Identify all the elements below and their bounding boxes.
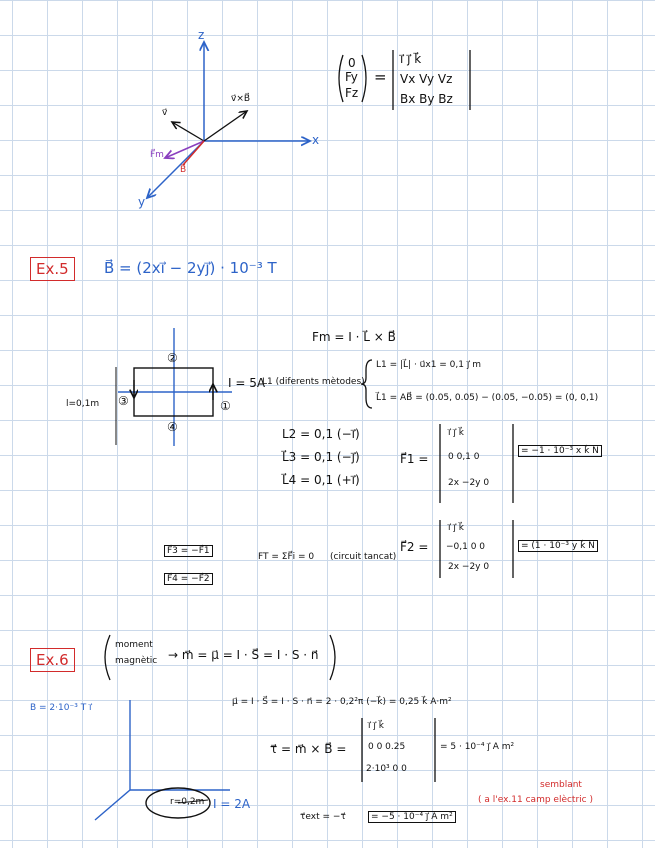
b-vector <box>183 141 204 165</box>
f2-row2: −0,1 0 0 <box>446 542 486 552</box>
f1-lhs: F⃗1 = <box>400 452 429 466</box>
moment-equation: → m⃗ = μ⃗ = I · S⃗ = I · S · n⃗ <box>168 648 319 662</box>
tau-ext-result: = −5 · 10⁻⁴ j⃗ A m² <box>368 811 456 823</box>
ex5-field: B⃗ = (2xi⃗ − 2yj⃗) · 10⁻³ T <box>104 259 277 277</box>
ex5-l1-b: L⃗1 = AB⃗ = (0.05, 0.05) − (0.05, −0.05) = (0, 0,1) <box>376 393 599 403</box>
vxb-vector <box>204 111 247 141</box>
f2-lhs: F⃗2 = <box>400 540 429 554</box>
lhs-paren-r <box>362 55 366 102</box>
fm-label: F⃗m <box>150 150 164 160</box>
ft-sum: FT = ΣF⃗i = 0 <box>258 552 315 562</box>
ex5-l3: L⃗3 = 0,1 (−j⃗) <box>282 450 360 464</box>
b-label: B⃗ <box>180 165 187 175</box>
moment-word-b: magnètic <box>115 656 158 666</box>
f2-row3: 2x −2y 0 <box>448 562 490 572</box>
ex5-current: I = 5A <box>228 376 266 390</box>
loop-radius-label: r=0,2m <box>170 797 205 807</box>
f3-boxed: F⃗3 = −F⃗1 <box>164 545 213 557</box>
v-label: v⃗ <box>162 108 168 118</box>
lhs-paren <box>339 55 343 102</box>
det-row2: Vx Vy Vz <box>400 72 453 86</box>
y-axis-label: y <box>138 195 146 209</box>
ex5-side-length: l=0,1m <box>66 399 100 409</box>
tau-row2: 0 0 0.25 <box>368 742 406 752</box>
ex6-current: I = 2A <box>213 797 251 811</box>
tau-row3: 2·10³ 0 0 <box>366 764 407 774</box>
f1-row1: i⃗ j⃗ k⃗ <box>448 428 464 438</box>
f4-boxed: F⃗4 = −F⃗2 <box>164 573 213 585</box>
tau-row1: i⃗ j⃗ k⃗ <box>368 721 384 731</box>
ex6-axis-y <box>95 790 130 820</box>
f1-row2: 0 0,1 0 <box>448 452 480 462</box>
ex5-label: Ex.5 <box>30 257 75 281</box>
note-similar: semblant <box>540 780 582 790</box>
tau-lhs: τ⃗ = m⃗ × B⃗ = <box>270 742 347 756</box>
cross-eq: = <box>374 68 387 86</box>
side-2: ② <box>167 351 178 365</box>
ex5-l4: L⃗4 = 0,1 (+i⃗) <box>282 473 360 487</box>
v-vector <box>172 122 204 141</box>
side-1: ① <box>220 399 231 413</box>
fm-vector <box>165 141 204 158</box>
ft-note: (circuit tancat) <box>330 552 397 562</box>
ex6-label: Ex.6 <box>30 648 75 672</box>
ex5-l1-intro: L1 (diferents mètodes) <box>262 377 365 387</box>
z-axis-label: z <box>198 28 205 42</box>
tau-result: = 5 · 10⁻⁴ j⃗ A m² <box>440 742 515 752</box>
tau-ext: τ⃗ext = −τ⃗ <box>300 812 346 822</box>
ex5-l2: L2 = 0,1 (−i⃗) <box>282 427 360 441</box>
side-4: ④ <box>167 420 178 434</box>
f1-result: = −1 · 10⁻³ x k⃗ N <box>518 445 602 457</box>
f2-row1: i⃗ j⃗ k⃗ <box>448 523 464 533</box>
note-reference: ( a l'ex.11 camp elèctric ) <box>478 795 593 805</box>
det-row1: i⃗ j⃗ k⃗ <box>400 52 422 66</box>
vxb-label: v⃗×B⃗ <box>231 94 251 104</box>
lhs-fz: Fz <box>345 86 359 100</box>
f2-result: = (1 · 10⁻³ y k⃗ N <box>518 540 598 552</box>
lhs-0: 0 <box>348 56 356 70</box>
moment-word-a: moment <box>115 640 153 650</box>
x-axis-label: x <box>312 133 320 147</box>
ex6-mu-line: μ⃗ = I · S⃗ = I · S · n⃗ = 2 · 0,2²π (−k⃗) = 0,25 k⃗ A·m² <box>232 697 452 707</box>
ex6-b-field: B = 2·10⁻³ T i⃗ <box>30 703 92 713</box>
ex5-l1-a: L1 = |L⃗| · u⃗x1 = 0,1 j⃗ m <box>376 360 481 370</box>
ex5-fm: Fm = I · L⃗ × B⃗ <box>312 330 396 344</box>
side-3: ③ <box>118 394 129 408</box>
moment-paren-r <box>330 635 335 680</box>
det-row3: Bx By Bz <box>400 92 453 106</box>
lhs-fy: Fy <box>345 70 358 84</box>
moment-paren <box>105 635 110 680</box>
f1-row3: 2x −2y 0 <box>448 478 490 488</box>
